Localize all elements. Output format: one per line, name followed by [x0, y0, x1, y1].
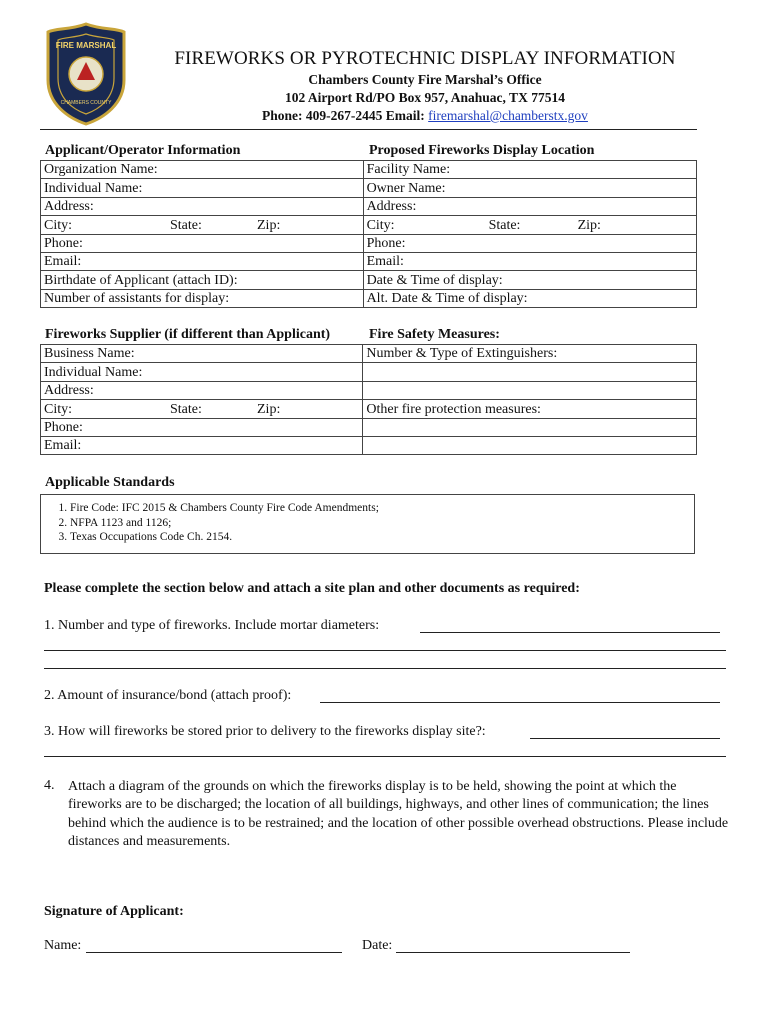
standard-item: 3. Texas Occupations Code Ch. 2154. [70, 530, 694, 545]
state-label: State: [170, 401, 202, 417]
standards-box [40, 494, 695, 554]
supplier-email-field[interactable]: Email: [41, 436, 363, 454]
location-email-field[interactable]: Email: [363, 252, 696, 270]
supplier-city-state-zip[interactable] [41, 400, 363, 418]
date-line[interactable] [396, 952, 630, 953]
office-contact [130, 108, 720, 124]
business-name-field[interactable]: Business Name: [41, 345, 363, 363]
zip-label: Zip: [257, 401, 281, 417]
badge-sub-text: CHAMBERS COUNTY [60, 100, 112, 106]
answer-1-line-3[interactable] [44, 668, 726, 669]
answer-1-line-2[interactable] [44, 650, 726, 651]
location-city-state-zip[interactable] [363, 216, 696, 234]
extinguishers-field-cont[interactable] [363, 363, 697, 381]
state-label: State: [488, 217, 521, 233]
question-2: 2. Amount of insurance/bond (attach proof): [44, 688, 292, 703]
applicant-location-table [40, 160, 697, 308]
question-4-number: 4. [44, 778, 55, 793]
office-address: 102 Airport Rd/PO Box 957, Anahuac, TX 77514 [285, 90, 565, 105]
applicant-phone-field[interactable]: Phone: [41, 234, 364, 252]
applicant-address-field[interactable]: Address: [41, 197, 364, 215]
extinguishers-field[interactable]: Number & Type of Extinguishers: [363, 345, 697, 363]
date-label: Date: [362, 938, 393, 953]
city-label: City: [44, 401, 73, 417]
signature-heading: Signature of Applicant: [44, 904, 184, 919]
answer-2-line[interactable] [320, 702, 720, 703]
supplier-phone-field[interactable]: Phone: [41, 418, 363, 436]
header-divider [40, 129, 697, 130]
city-label: City: [366, 217, 395, 233]
answer-3-line[interactable] [530, 738, 720, 739]
question-3: 3. How will fireworks be stored prior to delivery to the fireworks display site?: [44, 724, 486, 739]
applicant-individual-field[interactable]: Individual Name: [41, 179, 364, 197]
zip-label: Zip: [577, 217, 601, 233]
display-datetime-field[interactable]: Date & Time of display: [363, 271, 696, 289]
standard-item: 2. NFPA 1123 and 1126; [70, 516, 694, 531]
applicant-city-state-zip[interactable] [41, 216, 364, 234]
question-1: 1. Number and type of fireworks. Include mortar diameters: [44, 618, 380, 633]
supplier-safety-table [40, 344, 697, 455]
facility-name-field[interactable]: Facility Name: [363, 161, 696, 179]
extinguishers-field-cont2[interactable] [363, 381, 697, 399]
name-label: Name: [44, 938, 82, 953]
zip-label: Zip: [257, 217, 281, 233]
state-label: State: [170, 217, 202, 233]
location-address-field[interactable]: Address: [363, 197, 696, 215]
standard-item: 1. Fire Code: IFC 2015 & Chambers County Fire Code Amendments; [70, 501, 694, 516]
answer-1-line[interactable] [420, 632, 720, 633]
applicant-heading: Applicant/Operator Information [45, 143, 241, 158]
answer-3-line-2[interactable] [44, 756, 726, 757]
supplier-address-field[interactable]: Address: [41, 381, 363, 399]
location-heading: Proposed Fireworks Display Location [369, 143, 595, 158]
assistants-field[interactable]: Number of assistants for display: [41, 289, 364, 307]
city-label: City: [44, 217, 73, 233]
office-name: Chambers County Fire Marshal’s Office [308, 72, 542, 87]
birthdate-field[interactable]: Birthdate of Applicant (attach ID): [41, 271, 364, 289]
owner-name-field[interactable]: Owner Name: [363, 179, 696, 197]
name-line[interactable] [86, 952, 342, 953]
form-title: FIREWORKS OR PYROTECHNIC DISPLAY INFORMATION [174, 48, 676, 69]
applicant-email-field[interactable]: Email: [41, 252, 364, 270]
safety-heading: Fire Safety Measures: [369, 327, 500, 342]
supplier-individual-field[interactable]: Individual Name: [41, 363, 363, 381]
standards-heading: Applicable Standards [45, 475, 175, 490]
org-name-field[interactable]: Organization Name: [41, 161, 364, 179]
location-phone-field[interactable]: Phone: [363, 234, 696, 252]
other-measures-field-cont[interactable] [363, 418, 697, 436]
other-measures-field[interactable]: Other fire protection measures: [363, 400, 697, 418]
alt-datetime-field[interactable]: Alt. Date & Time of display: [363, 289, 696, 307]
phone-label: Phone: 409-267-2445 Email: [262, 108, 425, 123]
fire-marshal-badge-logo [44, 22, 128, 126]
instructions-heading: Please complete the section below and attach a site plan and other documents as required: [44, 581, 580, 596]
badge-title-text: FIRE MARSHAL [55, 41, 117, 50]
supplier-heading: Fireworks Supplier (if different than Applicant) [45, 327, 331, 342]
question-4: Attach a diagram of the grounds on which the fireworks display is to be held, showing the point at which the fireworks are to be discharged; the location of all buildings, highways, and other lines of communication; the lines behind which the audience is to be restrained; and the location of other possible overhead obstructions. Please include distances and measurements. [68, 779, 729, 849]
email-link[interactable]: firemarshal@chamberstx.gov [428, 108, 588, 123]
other-measures-field-cont2[interactable] [363, 436, 697, 454]
